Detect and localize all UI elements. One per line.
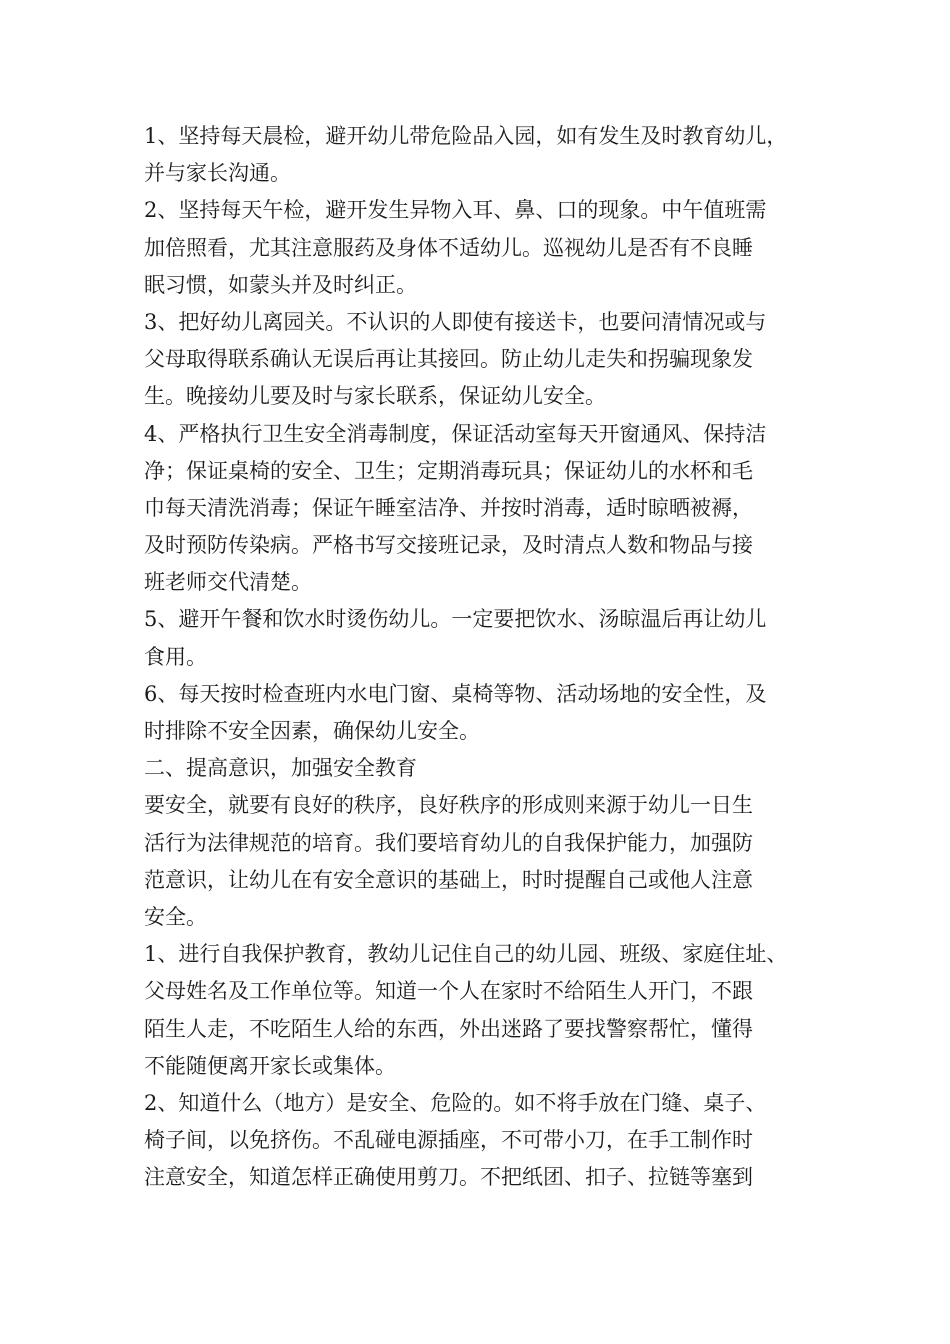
text-line: 父母姓名及工作单位等。知道一个人在家时不给陌生人开门，不跟 [144,979,753,1004]
text-line: 注意安全，知道怎样正确使用剪刀。不把纸团、扣子、拉链等塞到 [144,1165,753,1190]
text-line: 眠习惯，如蒙头并及时纠正。 [144,272,417,297]
text-line: 2、坚持每天午检，避开发生异物入耳、鼻、口的现象。中午值班需 [144,198,767,223]
text-line: 不能随便离开家长或集体。 [144,1053,396,1078]
text-line: 要安全，就要有良好的秩序，良好秩序的形成则来源于幼儿一日生 [144,793,753,818]
text-line: 加倍照看，尤其注意服药及身体不适幼儿。巡视幼儿是否有不良睡 [144,235,753,260]
text-line: 并与家长沟通。 [144,161,291,186]
document-page [144,118,814,1196]
text-line: 陌生人走，不吃陌生人给的东西，外出迷路了要找警察帮忙，懂得 [144,1016,753,1041]
section-heading: 二、提高意识，加强安全教育 [144,756,417,781]
text-line: 6、每天按时检查班内水电门窗、桌椅等物、活动场地的安全性，及 [144,681,767,706]
text-line: 1、进行自我保护教育，教幼儿记住自己的幼儿园、班级、家庭住址、 [144,942,788,967]
text-line: 安全。 [144,904,207,929]
text-line: 椅子间，以免挤伤。不乱碰电源插座，不可带小刀，在手工制作时 [144,1128,753,1153]
text-line: 1、坚持每天晨检，避开幼儿带危险品入园，如有发生及时教育幼儿， [144,124,788,148]
text-line: 2、知道什么（地方）是安全、危险的。如不将手放在门缝、桌子、 [144,1090,767,1115]
text-line: 时排除不安全因素，确保幼儿安全。 [144,719,480,743]
text-line: 3、把好幼儿离园关。不认识的人即使有接送卡，也要问清情况或与 [144,309,767,334]
text-line: 及时预防传染病。严格书写交接班记录，及时清点人数和物品与接 [144,533,753,558]
text-line: 食用。 [144,644,207,669]
text-line: 巾每天清洗消毒；保证午睡室洁净、并按时消毒，适时晾晒被褥， [144,495,753,520]
text-line: 父母取得联系确认无误后再让其接回。防止幼儿走失和拐骗现象发 [144,347,753,372]
text-line: 4、严格执行卫生安全消毒制度，保证活动室每天开窗通风、保持洁 [144,421,767,446]
text-line: 范意识，让幼儿在有安全意识的基础上，时时提醒自己或他人注意 [144,867,753,892]
text-line: 生。晚接幼儿要及时与家长联系，保证幼儿安全。 [144,384,606,409]
text-line: 5、避开午餐和饮水时烫伤幼儿。一定要把饮水、汤晾温后再让幼儿 [144,607,767,632]
text-line: 净；保证桌椅的安全、卫生；定期消毒玩具；保证幼儿的水杯和毛 [144,458,753,483]
text-line: 活行为法律规范的培育。我们要培育幼儿的自我保护能力，加强防 [144,830,753,855]
text-line: 班老师交代清楚。 [144,570,312,595]
